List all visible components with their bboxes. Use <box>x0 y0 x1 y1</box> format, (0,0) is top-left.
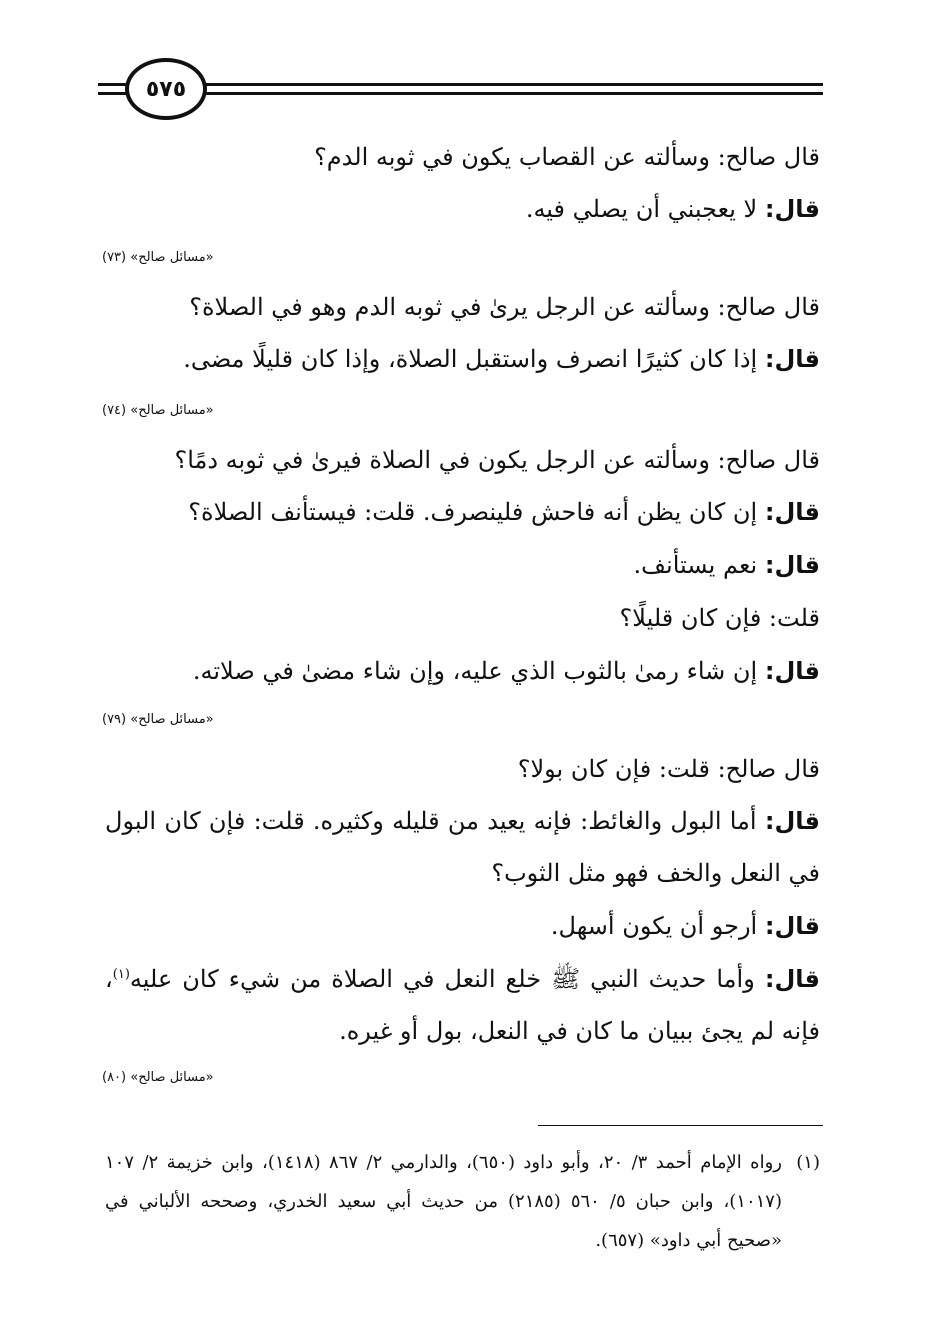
answer-text: إذا كان كثيرًا انصرف واستقبل الصلاة، وإذا كان قليلًا مضى. <box>183 345 758 373</box>
question-paragraph: قلت: فإن كان قليلًا؟ <box>619 604 820 632</box>
source-citation: «مسائل صالح» (٧٤) <box>102 403 214 418</box>
answer-paragraph <box>105 183 820 235</box>
answer-text: وأما حديث النبي ﷺ خلع النعل في الصلاة من شيء كان عليه <box>129 965 755 993</box>
answer-label: قال: <box>764 807 820 835</box>
answer-paragraph <box>105 953 820 1057</box>
answer-text: أما البول والغائط: فإنه يعيد من قليله وكثيره. قلت: فإن كان البول في النعل والخف فهو مثل الثوب؟ <box>105 807 820 887</box>
answer-text: إن كان يظن أنه فاحش فلينصرف. قلت: فيستأنف الصلاة؟ <box>188 498 758 526</box>
header-rule <box>200 83 823 86</box>
answer-text: نعم يستأنف. <box>633 551 758 579</box>
footnote <box>105 1143 820 1260</box>
answer-paragraph <box>105 645 820 697</box>
source-citation: «مسائل صالح» (٧٣) <box>102 250 214 265</box>
answer-text: ، فإنه لم يجئ ببيان ما كان في النعل، بول أو غيره. <box>105 965 820 1045</box>
answer-label: قال: <box>764 965 820 993</box>
answer-paragraph <box>105 795 820 899</box>
answer-label: قال: <box>764 551 820 579</box>
footnote-text: رواه الإمام أحمد ٣/ ٢٠، وأبو داود (٦٥٠)، والدارمي ٢/ ٨٦٧ (١٤١٨)، وابن خزيمة ٢/ ١٠٧ (١٠١٧)، وابن حبان ٥/ ٥٦٠ (٢١٨٥) من حديث أبي سعيد الخدري، وصححه الألباني في «صحيح أبي داود» (٦٥٧). <box>105 1152 782 1251</box>
page-number: ٥٧٥ <box>145 76 187 102</box>
answer-label: قال: <box>764 912 820 940</box>
answer-paragraph <box>105 333 820 385</box>
answer-text: لا يعجبني أن يصلي فيه. <box>525 195 758 223</box>
source-citation: «مسائل صالح» (٧٩) <box>102 712 214 727</box>
answer-text: إن شاء رمىٰ بالثوب الذي عليه، وإن شاء مضىٰ في صلاته. <box>192 657 758 685</box>
header-rule <box>200 92 823 95</box>
question-paragraph: قال صالح: قلت: فإن كان بولا؟ <box>517 755 820 783</box>
answer-paragraph <box>105 486 820 538</box>
answer-label: قال: <box>764 345 820 373</box>
footnote-number: (١) <box>796 1152 820 1173</box>
answer-label: قال: <box>764 498 820 526</box>
footnote-separator <box>538 1125 823 1126</box>
source-citation: «مسائل صالح» (٨٠) <box>102 1070 214 1085</box>
answer-label: قال: <box>764 657 820 685</box>
question-paragraph: قال صالح: وسألته عن القصاب يكون في ثوبه الدم؟ <box>314 143 820 171</box>
answer-paragraph <box>105 539 820 591</box>
footnote-reference[interactable]: (١) <box>112 967 130 982</box>
answer-text: أرجو أن يكون أسهل. <box>550 912 758 940</box>
question-paragraph: قال صالح: وسألته عن الرجل يكون في الصلاة فيرىٰ في ثوبه دمًا؟ <box>174 446 820 474</box>
question-paragraph: قال صالح: وسألته عن الرجل يرىٰ في ثوبه الدم وهو في الصلاة؟ <box>189 293 820 321</box>
answer-label: قال: <box>764 195 820 223</box>
page-number-badge <box>125 58 207 120</box>
answer-paragraph <box>105 900 820 952</box>
